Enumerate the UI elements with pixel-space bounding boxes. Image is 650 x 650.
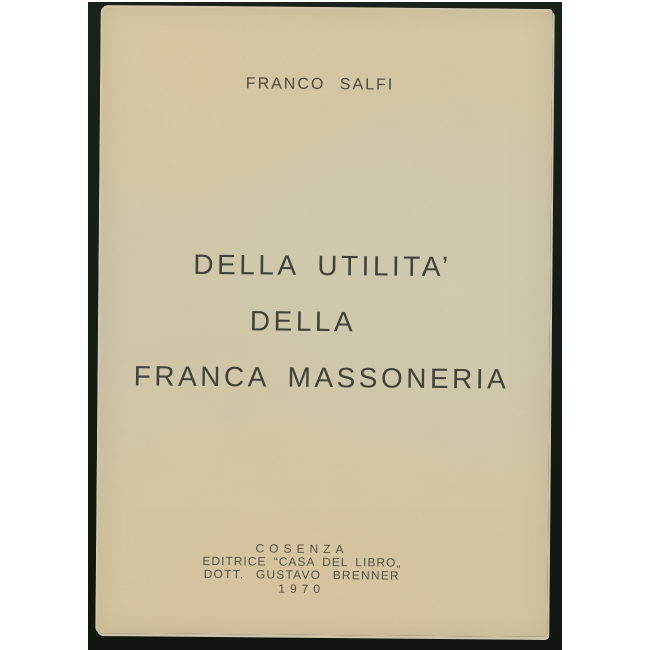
imprint-block	[76, 541, 528, 598]
book-cover	[95, 5, 552, 637]
author-name: FRANCO SALFI	[245, 75, 395, 94]
book-title	[95, 250, 548, 422]
imprint-editor: DOTT. GUSTAVO BRENNER	[203, 566, 400, 583]
imprint-city: COSENZA	[255, 541, 349, 557]
imprint-publisher: EDITRICE “CASA DEL LIBRO„	[202, 553, 402, 570]
title-line-2: DELLA	[249, 305, 357, 338]
imprint-year: 1970	[278, 581, 326, 597]
title-line-1: DELLA UTILITA’	[193, 248, 452, 283]
title-line-3: FRANCA MASSONERIA	[133, 360, 510, 395]
